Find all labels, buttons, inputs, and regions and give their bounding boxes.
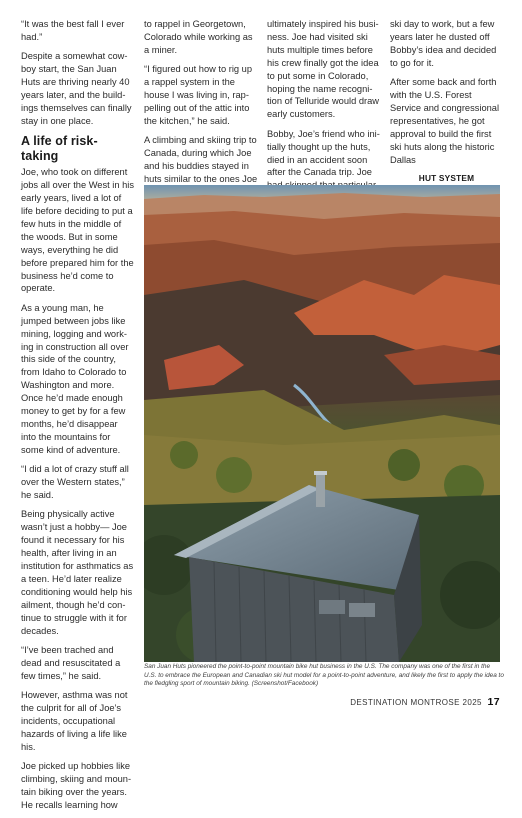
photo-caption: San Juan Huts pioneered the point-to-point mountain bike hut business in the U.S. The company was one of the first in the U.S. to embrace the European and Canadian ski hut model for a point-to-point adventure, and likely the first to apply the idea to the fledgling sport of mountain biking. (Screenshot/Facebook) [144, 663, 504, 688]
page-footer [350, 696, 500, 708]
paragraph: to rappel in Georgetown, Colorado while working as a miner. [144, 19, 253, 55]
article-column-4 [390, 18, 503, 195]
publication-name: DESTINATION MONTROSE 2025 [350, 698, 482, 707]
paragraph: ski day to work, but a few years later he dusted off Bobby’s idea and decided to go for it. [390, 19, 497, 68]
paragraph: However, asthma was not the culprit for all of Joe’s incidents, occupational hazards of living a life like his. [21, 690, 128, 752]
paragraph: Bobby, Joe’s friend who initially thought up the huts, died in an accident soon after the Canada trip. Joe [267, 128, 380, 178]
paragraph: “It was the best fall I ever had.” [21, 19, 125, 42]
paragraph: Joe, who took on different jobs all over the West in his early years, lived a lot of life before deciding to put a few huts in the middle of the woods. But in some ways, everything he did before prepared him for the business he’d come to operate. [21, 167, 134, 294]
article-column-2 [144, 18, 258, 205]
jump-label: HUT SYSTEM [418, 172, 475, 183]
paragraph: “I’ve been trached and dead and resuscitated a few times,” he said. [21, 644, 121, 681]
paragraph: ultimately inspired his business. Joe had visited ski huts multiple times before his crew finally got the idea to put some in Colorado, hoping the name recognition of Telluride would draw early customers. [267, 19, 379, 120]
paragraph: A climbing and skiing trip to Canada, during which Joe and his buddies stayed in huts similar to the ones Joe [144, 135, 258, 184]
paragraph: Joe picked up hobbies like climbing, skiing and mountain biking over the years. He recalls learning how [21, 761, 132, 810]
article-column-3 [267, 18, 382, 199]
paragraph: “I figured out how to rig up a rappel system in the house I was living in, rappelling out of the attic into the kitchen,” he said. [144, 64, 253, 126]
section-heading: A life of risk-taking [21, 134, 98, 164]
hut-canyon-photo [144, 185, 500, 662]
paragraph: “I did a lot of crazy stuff all over the Western states,” he said. [21, 464, 129, 500]
photo-illustration [144, 185, 500, 662]
paragraph: After some back and forth with the U.S. Forest Service and congressional representatives, he got approval to build the first ski huts along the historic Dallas [390, 77, 500, 165]
paragraph: Despite a somewhat cowboy start, the San Juan Huts are thriving nearly 40 years later, and the buildings themselves can finally stay in one place. [21, 51, 132, 126]
paragraph: As a young man, he jumped between jobs like mining, logging and working in construction all over this side of the country, from Idaho to Colorado to Washington and more. Once he’d made enough money to get by for a few months, he’d disappear into the mountains for some kind of adventure. [21, 302, 129, 455]
paragraph: Being physically active wasn’t just a hobby— Joe found it necessary for his health, after living in an institution for asthmatics as a teen. He’d later realize conditioning would help his ailment, though he’d continue to struggle with it for decades. [21, 509, 134, 636]
article-column-1 [21, 18, 135, 818]
page-number: 17 [487, 696, 500, 708]
